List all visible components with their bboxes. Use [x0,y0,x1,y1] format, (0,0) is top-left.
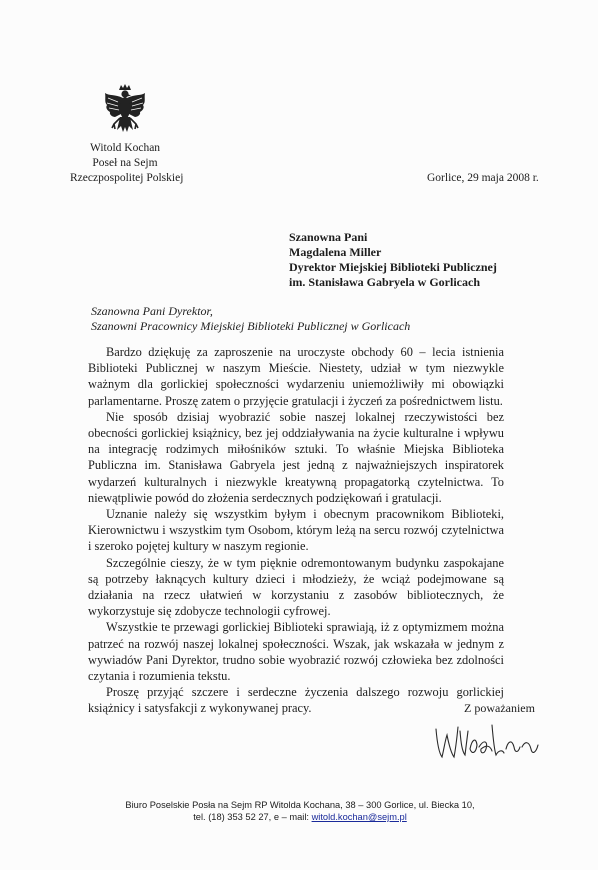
paragraph-2: Nie sposób dzisiaj wyobrazić sobie naszej lokalnej rzeczywistości bez obecności gorlickiej książnicy, bez jej oddziaływania na życie kulturalne i wpływu na integrację rodzimych miłośników sztuki. To właśnie Miejska Biblioteka Publiczna im. Stanisława Gabryela jest jedną z najważniejszych inspiratorek wydarzeń kulturalnych i niezwykle kreatywną propagatorką czytelnictwa. To niewątpliwie powód do złożenia serdecznych podziękowań i gratulacji. [88,409,504,505]
handwritten-signature [432,719,542,763]
recipient-library: im. Stanisława Gabryela w Gorlicach [289,275,480,289]
salutation-line-2: Szanowni Pracownicy Miejskiej Biblioteki Publicznej w Gorlicach [91,319,411,333]
footer-email-link[interactable]: witold.kochan@sejm.pl [311,812,407,822]
footer-address: Biuro Poselskie Posła na Sejm RP Witolda Kochana, 38 – 300 Gorlice, ul. Biecka 10, [125,800,475,810]
recipient-name: Magdalena Miller [289,245,382,259]
paragraph-5: Wszystkie te przewagi gorlickiej Biblioteki sprawiają, iż z optymizmem można patrzeć na rozwój naszej lokalnej społeczności. Wszak, jak wskazała w jednym z wywiadów Pani Dyrektor, trudno sobie wyobrazić rozwój człowieka bez zdolności czytania i rozumienia tekstu. [88,620,504,684]
sender-block [70,84,184,186]
letter-date: Gorlice, 29 maja 2008 r. [427,172,539,184]
recipient-greeting: Szanowna Pani [289,230,368,244]
sender-name: Witold Kochan [89,142,161,154]
sender-position: Poseł na Sejm [92,157,158,169]
recipient-role: Dyrektor Miejskiej Biblioteki Publicznej [289,260,497,274]
paragraph-3: Uznanie należy się wszystkim byłym i obecnym pracownikom Biblioteki, Kierownictwu i wszystkim tym Osobom, którym leżą na sercu rozwój czytelnictwa i szeroko pojętej kultury w naszym regionie. [88,507,504,554]
closing-phrase: Z poważaniem [464,701,535,715]
paragraph-6: Proszę przyjąć szczere i serdeczne życzenia dalszego rozwoju gorlickiej książnicy i satysfakcji z wykonywanej pracy. [88,685,504,716]
paragraph-1: Bardzo dziękuję za zaproszenie na uroczyste obchody 60 – lecia istnienia Biblioteki Publicznej w naszym Mieście. Niestety, udział w tym niezwykle ważnym dla gorlickiej społeczności wydarzeniu uniemożliwiły mi obowiązki parlamentarne. Proszę zatem o przyjęcie gratulacji i życzeń za pośrednictwem listu. [88,345,504,408]
polish-eagle-icon [103,84,147,138]
recipient-block [289,230,497,290]
sender-country: Rzeczpospolitej Polskiej [70,172,184,184]
salutation-line-1: Szanowna Pani Dyrektor, [91,304,213,318]
paragraph-4: Szczególnie cieszy, że w tym pięknie odremontowanym budynku zaspokajane są potrzeby łaknących kultury dzieci i młodzieży, że wciąż podejmowane są działania na rzecz ułatwień w korzystaniu z zasobów bibliotecznych, że wykorzystuje się zdobycze technologii cyfrowej. [88,555,504,619]
salutation-block [91,304,410,334]
letterhead-footer [110,799,490,823]
footer-phone: tel. (18) 353 52 27, e – mail: [193,812,312,822]
letter-body [88,344,504,717]
